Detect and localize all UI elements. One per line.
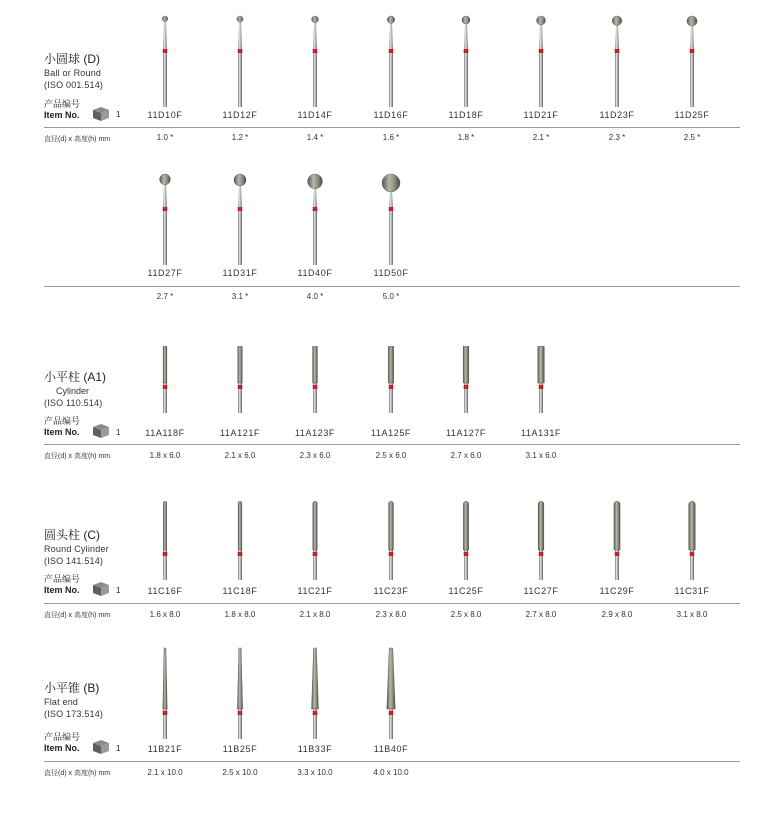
bur-image bbox=[225, 313, 255, 413]
item-no-label bbox=[44, 97, 80, 120]
bur-image bbox=[225, 165, 255, 265]
item-size: 1.6 x 8.0 bbox=[149, 610, 181, 619]
bur-color-band bbox=[615, 49, 620, 53]
item-no-label-en: Item No. bbox=[44, 743, 80, 753]
item-size: 3.1 x 8.0 bbox=[676, 610, 708, 619]
bur-neck bbox=[690, 25, 694, 52]
item-code: 11A127F bbox=[445, 428, 487, 438]
item-size: 2.1 x 6.0 bbox=[224, 451, 256, 460]
item-size: 2.7 * bbox=[156, 292, 174, 301]
item-code: 11D21F bbox=[523, 110, 559, 120]
item-size: 1.8 * bbox=[457, 133, 475, 142]
bur-neck bbox=[163, 184, 167, 210]
bur-image bbox=[376, 313, 406, 413]
bur-color-band bbox=[313, 552, 318, 556]
bur-color-band bbox=[163, 385, 168, 389]
bur-image bbox=[150, 7, 180, 107]
divider bbox=[44, 286, 740, 287]
section-header-cylinder bbox=[44, 370, 144, 409]
bur-color-band bbox=[464, 552, 469, 556]
item-size: 2.7 x 8.0 bbox=[525, 610, 557, 619]
bur-image bbox=[225, 480, 255, 580]
item-size: 2.9 x 8.0 bbox=[601, 610, 633, 619]
bur-head bbox=[238, 501, 242, 550]
bur-head bbox=[463, 501, 468, 550]
item-code: 11A118F bbox=[145, 428, 185, 438]
bur-image bbox=[376, 7, 406, 107]
box-icon bbox=[92, 106, 110, 122]
bur-head bbox=[312, 16, 319, 23]
bur-head bbox=[687, 16, 697, 26]
item-size: 1.2 * bbox=[231, 133, 249, 142]
box-svg bbox=[92, 106, 110, 122]
item-size: 4.0 x 10.0 bbox=[373, 768, 409, 777]
bur-head bbox=[313, 501, 317, 550]
item-size: 2.5 * bbox=[683, 133, 701, 142]
item-code: 11A125F bbox=[370, 428, 412, 438]
bur-head bbox=[237, 16, 243, 22]
box-quantity: 1 bbox=[116, 586, 121, 595]
bur-image bbox=[150, 639, 180, 739]
size-label: 直径(d) x 高度(h) mm bbox=[44, 453, 111, 460]
bur-color-band bbox=[238, 207, 243, 211]
bur-image bbox=[526, 7, 556, 107]
bur-shank bbox=[389, 210, 393, 265]
bur-color-band bbox=[690, 49, 695, 53]
bur-image bbox=[225, 7, 255, 107]
item-code: 11B33F bbox=[297, 744, 333, 754]
bur-image bbox=[451, 313, 481, 413]
box-icon bbox=[92, 581, 110, 597]
bur-image bbox=[225, 639, 255, 739]
bur-neck bbox=[464, 23, 468, 52]
item-size: 3.1 * bbox=[231, 292, 249, 301]
bur-head bbox=[237, 648, 242, 709]
bur-image bbox=[451, 7, 481, 107]
item-code: 11C27F bbox=[523, 586, 559, 596]
bur-head bbox=[388, 346, 393, 383]
item-size: 2.1 x 8.0 bbox=[299, 610, 331, 619]
bur-head bbox=[689, 501, 696, 550]
item-code: 11C29F bbox=[599, 586, 635, 596]
item-size: 2.7 x 6.0 bbox=[450, 451, 482, 460]
item-no-label-cn: 产品编号 bbox=[44, 416, 81, 426]
bur-image bbox=[300, 313, 330, 413]
bur-image bbox=[677, 7, 707, 107]
bur-head bbox=[163, 346, 167, 383]
bur-head bbox=[162, 16, 168, 22]
bur-color-band bbox=[389, 207, 394, 211]
bur-shank bbox=[690, 52, 694, 107]
section-iso: (ISO 173.514) bbox=[44, 709, 104, 719]
size-label: 直径(d) x 高度(h) mm bbox=[44, 770, 111, 777]
item-code: 11C23F bbox=[373, 586, 409, 596]
box-quantity: 1 bbox=[116, 744, 121, 753]
item-no-label-en: Item No. bbox=[44, 110, 80, 120]
section-header-round-cylinder bbox=[44, 528, 144, 567]
item-size: 1.6 * bbox=[382, 133, 400, 142]
item-code: 11A131F bbox=[520, 428, 562, 438]
item-no-label-en: Item No. bbox=[44, 427, 80, 437]
section-header-ball bbox=[44, 52, 144, 91]
bur-head bbox=[387, 648, 395, 709]
bur-head bbox=[538, 346, 545, 383]
bur-color-band bbox=[313, 49, 318, 53]
bur-head bbox=[163, 648, 167, 709]
section-iso: (ISO 001.514) bbox=[44, 80, 104, 90]
section-iso: (ISO 141.514) bbox=[44, 556, 104, 566]
bur-head bbox=[612, 16, 622, 26]
box-icon bbox=[92, 423, 110, 439]
bur-head bbox=[463, 346, 469, 383]
item-no-label bbox=[44, 730, 80, 753]
item-code: 11D16F bbox=[373, 110, 409, 120]
item-size: 1.8 x 6.0 bbox=[149, 451, 181, 460]
box-quantity: 1 bbox=[116, 110, 121, 119]
section-title-en: Ball or Round bbox=[44, 68, 102, 78]
bur-color-band bbox=[389, 385, 394, 389]
bur-shank bbox=[539, 52, 543, 107]
bur-color-band bbox=[163, 49, 168, 53]
bur-head bbox=[462, 16, 470, 24]
item-size: 3.3 x 10.0 bbox=[297, 768, 333, 777]
box-svg bbox=[92, 581, 110, 597]
box-svg bbox=[92, 739, 110, 755]
item-code: 11A123F bbox=[294, 428, 336, 438]
item-code: 11D23F bbox=[599, 110, 635, 120]
bur-neck bbox=[313, 22, 317, 52]
item-code: 11C21F bbox=[297, 586, 333, 596]
bur-image bbox=[150, 313, 180, 413]
item-size: 2.3 * bbox=[608, 133, 626, 142]
bur-image bbox=[150, 480, 180, 580]
item-size: 5.0 * bbox=[382, 292, 400, 301]
bur-shank bbox=[615, 52, 619, 107]
section-header-flat-end bbox=[44, 681, 144, 720]
divider bbox=[44, 761, 740, 762]
bur-color-band bbox=[313, 207, 318, 211]
item-no-label-cn: 产品编号 bbox=[44, 574, 81, 584]
divider bbox=[44, 127, 740, 128]
size-label: 直径(d) x 高度(h) mm bbox=[44, 136, 111, 143]
item-code: 11C16F bbox=[147, 586, 183, 596]
item-code: 11C18F bbox=[222, 586, 258, 596]
item-code: 11D14F bbox=[297, 110, 333, 120]
bur-shank bbox=[238, 210, 242, 265]
item-size: 2.5 x 10.0 bbox=[222, 768, 258, 777]
bur-head bbox=[163, 501, 166, 550]
bur-shank bbox=[163, 210, 167, 265]
bur-image bbox=[376, 480, 406, 580]
bur-image bbox=[300, 480, 330, 580]
bur-color-band bbox=[238, 711, 243, 715]
bur-color-band bbox=[313, 711, 318, 715]
bur-shank bbox=[464, 52, 468, 107]
bur-image bbox=[300, 165, 330, 265]
section-title-cn: 小平锥 (B) bbox=[44, 681, 100, 695]
bur-head bbox=[313, 346, 318, 383]
bur-image bbox=[526, 480, 556, 580]
section-title-en: Cylinder bbox=[56, 386, 90, 396]
item-code: 11B21F bbox=[147, 744, 183, 754]
bur-neck bbox=[615, 25, 619, 52]
bur-neck bbox=[389, 22, 393, 52]
item-code: 11A121F bbox=[219, 428, 261, 438]
bur-image bbox=[376, 639, 406, 739]
bur-color-band bbox=[690, 552, 695, 556]
bur-head bbox=[312, 648, 319, 709]
bur-head bbox=[382, 174, 400, 192]
bur-shank bbox=[313, 210, 317, 265]
bur-color-band bbox=[615, 552, 620, 556]
section-title-cn: 小平柱 (A1) bbox=[44, 370, 107, 384]
bur-neck bbox=[163, 21, 167, 53]
item-code: 11D25F bbox=[674, 110, 710, 120]
bur-image bbox=[376, 165, 406, 265]
item-no-label-en: Item No. bbox=[44, 585, 80, 595]
bur-image bbox=[602, 480, 632, 580]
bur-head bbox=[238, 346, 242, 383]
section-iso: (ISO 110.514) bbox=[44, 398, 103, 408]
item-size: 2.1 x 10.0 bbox=[147, 768, 183, 777]
item-size: 2.1 * bbox=[532, 133, 550, 142]
item-size: 1.0 * bbox=[156, 133, 174, 142]
bur-neck bbox=[238, 185, 242, 210]
item-no-label bbox=[44, 414, 80, 437]
item-code: 11B40F bbox=[373, 744, 409, 754]
bur-image bbox=[526, 313, 556, 413]
item-size: 1.8 x 8.0 bbox=[224, 610, 256, 619]
bur-color-band bbox=[238, 552, 243, 556]
bur-head bbox=[538, 501, 544, 550]
bur-shank bbox=[163, 52, 167, 107]
bur-color-band bbox=[539, 552, 544, 556]
bur-neck bbox=[238, 21, 242, 52]
item-code: 11B25F bbox=[222, 744, 258, 754]
bur-image bbox=[300, 7, 330, 107]
bur-color-band bbox=[389, 552, 394, 556]
bur-head bbox=[614, 501, 620, 550]
item-code: 11C25F bbox=[448, 586, 484, 596]
item-size: 4.0 * bbox=[306, 292, 324, 301]
bur-color-band bbox=[464, 49, 469, 53]
bur-shank bbox=[389, 52, 393, 107]
bur-head bbox=[537, 16, 546, 25]
item-size: 3.1 x 6.0 bbox=[525, 451, 557, 460]
bur-head bbox=[160, 174, 171, 185]
item-no-label bbox=[44, 572, 80, 595]
bur-color-band bbox=[163, 207, 168, 211]
bur-neck bbox=[313, 188, 317, 210]
item-size: 1.4 * bbox=[306, 133, 324, 142]
box-quantity: 1 bbox=[116, 428, 121, 437]
bur-head bbox=[387, 16, 394, 23]
divider bbox=[44, 603, 740, 604]
bur-image bbox=[602, 7, 632, 107]
bur-shank bbox=[313, 52, 317, 107]
item-size: 2.3 x 6.0 bbox=[299, 451, 331, 460]
bur-color-band bbox=[539, 385, 544, 389]
bur-color-band bbox=[464, 385, 469, 389]
section-title-en: Round Cylinder bbox=[44, 544, 109, 554]
size-label: 直径(d) x 高度(h) mm bbox=[44, 612, 111, 619]
bur-color-band bbox=[389, 49, 394, 53]
item-code: 11D31F bbox=[222, 268, 258, 278]
bur-image bbox=[677, 480, 707, 580]
box-icon bbox=[92, 739, 110, 755]
bur-color-band bbox=[539, 49, 544, 53]
item-code: 11D18F bbox=[448, 110, 484, 120]
item-no-label-cn: 产品编号 bbox=[44, 732, 81, 742]
section-title-en: Flat end bbox=[44, 697, 79, 707]
bur-head bbox=[308, 174, 323, 189]
item-code: 11D10F bbox=[147, 110, 183, 120]
bur-image bbox=[150, 165, 180, 265]
bur-image bbox=[300, 639, 330, 739]
bur-color-band bbox=[313, 385, 318, 389]
section-title-cn: 圆头柱 (C) bbox=[44, 528, 100, 542]
bur-color-band bbox=[163, 552, 168, 556]
bur-shank bbox=[238, 52, 242, 107]
item-code: 11D50F bbox=[373, 268, 409, 278]
item-code: 11D40F bbox=[297, 268, 333, 278]
section-title-cn: 小圆球 (D) bbox=[44, 52, 100, 66]
bur-head bbox=[389, 501, 394, 550]
item-size: 2.5 x 6.0 bbox=[375, 451, 407, 460]
box-svg bbox=[92, 423, 110, 439]
item-no-label-cn: 产品编号 bbox=[44, 99, 81, 109]
divider bbox=[44, 444, 740, 445]
item-code: 11D12F bbox=[222, 110, 258, 120]
bur-color-band bbox=[163, 711, 168, 715]
bur-image bbox=[451, 480, 481, 580]
bur-color-band bbox=[238, 49, 243, 53]
bur-neck bbox=[539, 24, 543, 52]
item-code: 11C31F bbox=[674, 586, 710, 596]
bur-color-band bbox=[389, 711, 394, 715]
bur-color-band bbox=[238, 385, 243, 389]
item-code: 11D27F bbox=[147, 268, 183, 278]
item-size: 2.3 x 8.0 bbox=[375, 610, 407, 619]
bur-head bbox=[234, 174, 246, 186]
item-size: 2.5 x 8.0 bbox=[450, 610, 482, 619]
